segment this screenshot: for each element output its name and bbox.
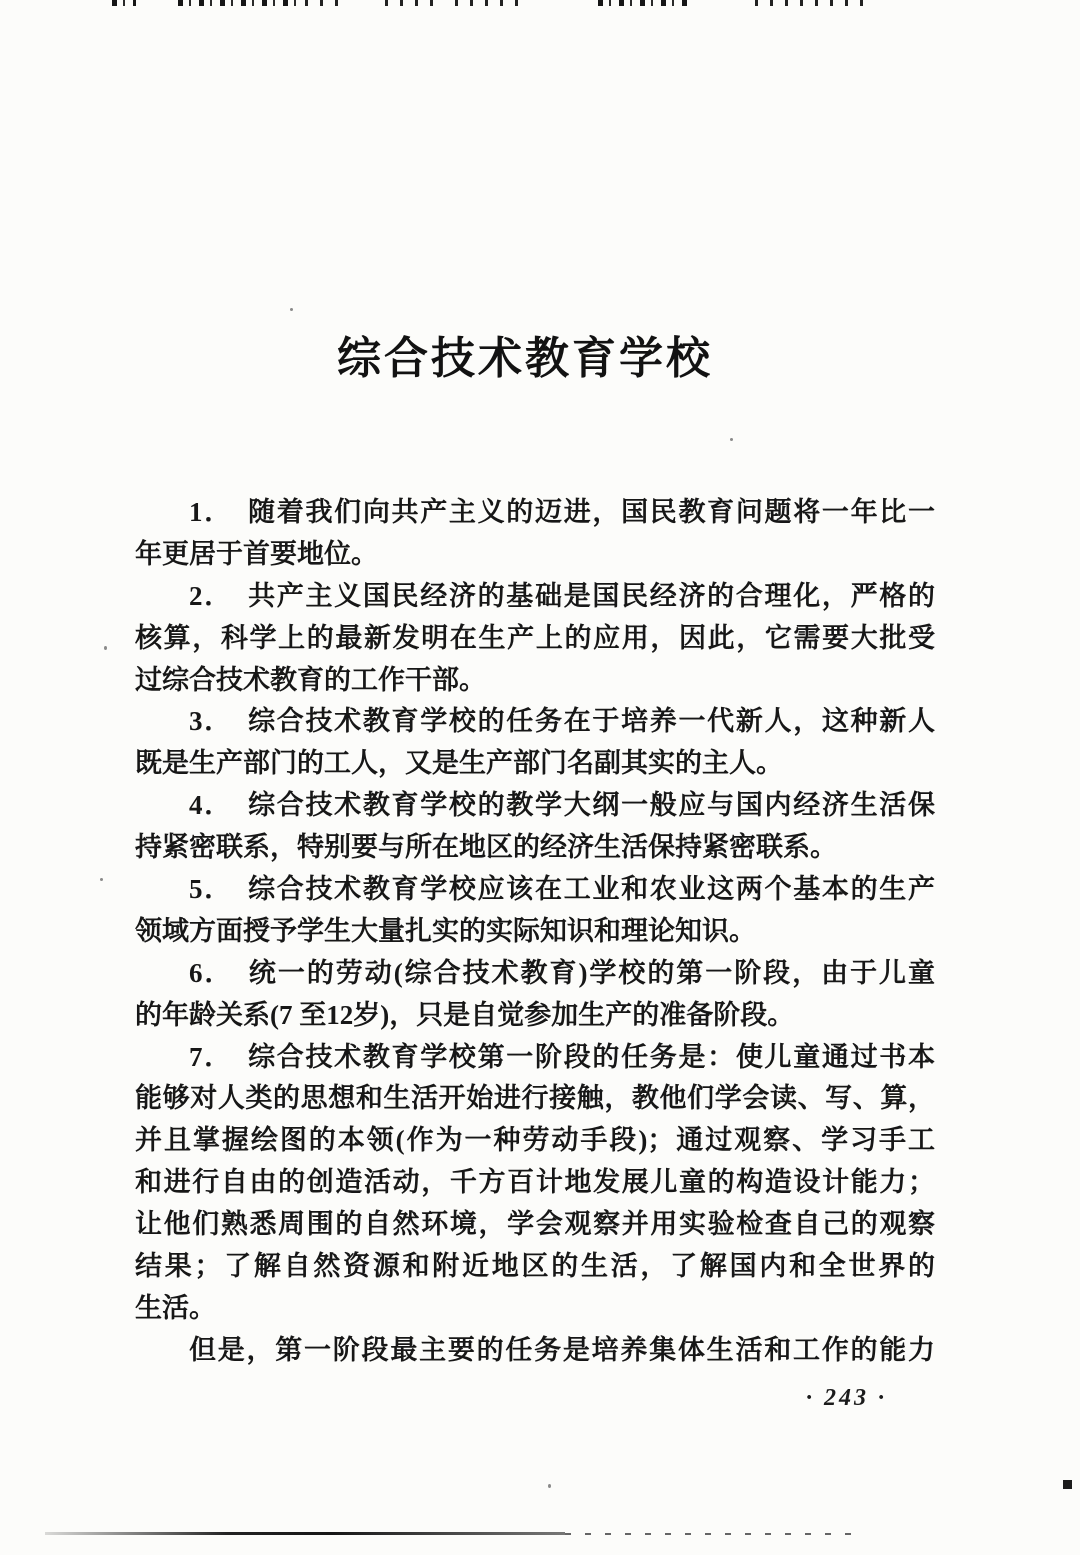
text-line: 过综合技术教育的工作干部。 xyxy=(135,664,486,695)
text-line: 领域方面授予学生大量扎实的实际知识和理论知识。 xyxy=(135,915,756,946)
text-line: 年更居于首要地位。 xyxy=(135,538,378,569)
text-line: 结果；了解自然资源和附近地区的生活，了解国内和全世界的 xyxy=(135,1251,935,1282)
text-line: 4． 综合技术教育学校的教学大纲一般应与国内经济生活保 xyxy=(189,790,935,821)
text-line: 并且掌握绘图的本领(作为一种劳动手段)；通过观察、学习手工 xyxy=(135,1125,935,1156)
scan-artifact xyxy=(1063,1480,1072,1489)
text-line: 和进行自由的创造活动，千方百计地发展儿童的构造设计能力； xyxy=(135,1167,935,1198)
scan-speck xyxy=(730,438,733,441)
text-line: 核算，科学上的最新发明在生产上的应用，因此，它需要大批受 xyxy=(135,622,935,653)
text-line: 让他们熟悉周围的自然环境，学会观察并用实验检查自己的观察 xyxy=(135,1209,935,1240)
scan-artifact xyxy=(305,0,347,6)
text-line: 1． 随着我们向共产主义的迈进，国民教育问题将一年比一 xyxy=(189,497,935,527)
scan-speck xyxy=(290,308,293,311)
page-number: · 243 · xyxy=(806,1385,887,1411)
scan-artifact xyxy=(565,1533,865,1535)
text-line: 7． 综合技术教育学校第一阶段的任务是：使儿童通过书本 xyxy=(189,1041,935,1072)
scan-artifact xyxy=(385,0,435,6)
scan-artifact xyxy=(45,1532,565,1535)
text-line: 生活。 xyxy=(135,1292,216,1323)
page-title: 综合技术教育学校 xyxy=(337,334,713,383)
text-line: 既是生产部门的工人，又是生产部门名副其实的主人。 xyxy=(135,748,783,779)
text-line: 持紧密联系，特别要与所在地区的经济生活保持紧密联系。 xyxy=(135,832,837,863)
scan-artifact xyxy=(112,0,136,6)
scan-speck xyxy=(100,878,103,881)
scan-speck xyxy=(548,1484,551,1488)
scan-artifact xyxy=(455,0,525,6)
scan-artifact xyxy=(178,0,296,6)
text-line: 2． 共产主义国民经济的基础是国民经济的合理化，严格的 xyxy=(189,580,935,611)
body-text xyxy=(135,492,935,1372)
text-line: 的年龄关系(7 至12岁)，只是自觉参加生产的准备阶段。 xyxy=(135,999,795,1030)
text-line: 3． 综合技术教育学校的任务在于培养一代新人，这种新人 xyxy=(189,706,935,737)
text-line: 5． 综合技术教育学校应该在工业和农业这两个基本的生产 xyxy=(189,874,935,905)
scan-speck xyxy=(104,646,107,650)
text-line: 6． 统一的劳动(综合技术教育)学校的第一阶段，由于儿童 xyxy=(189,957,935,988)
scan-artifact xyxy=(598,0,690,6)
text-line: 能够对人类的思想和生活开始进行接触，教他们学会读、写、算， xyxy=(135,1083,935,1114)
text-line: 但是，第一阶段最主要的任务是培养集体生活和工作的能力 xyxy=(189,1334,935,1365)
scan-artifact xyxy=(755,0,865,6)
